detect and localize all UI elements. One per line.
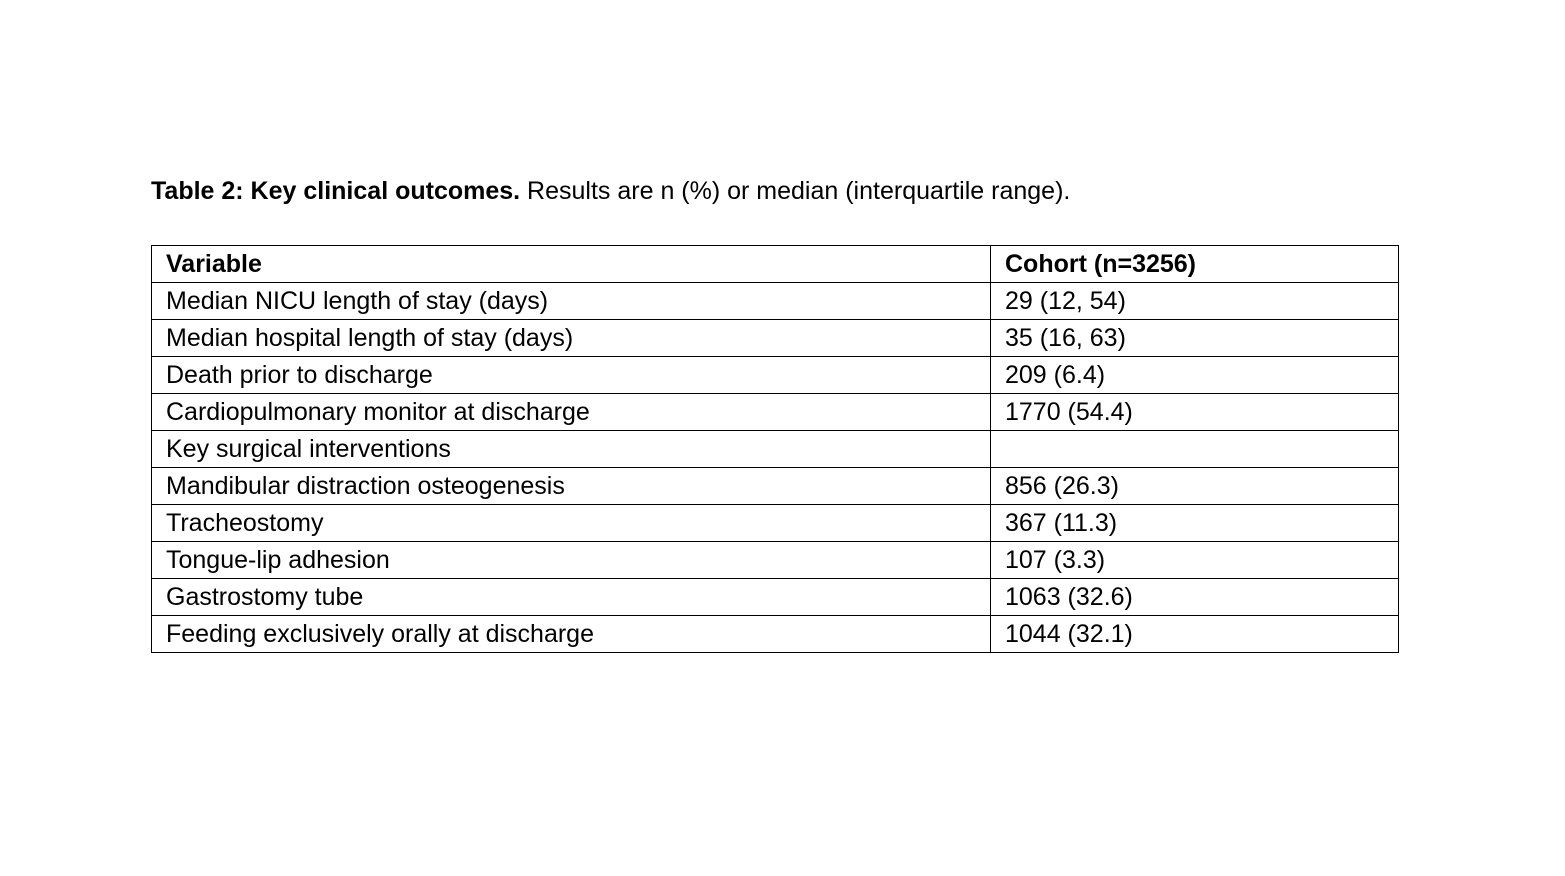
row-value: 107 (3.3) <box>991 542 1399 579</box>
table-caption <box>151 175 1070 207</box>
row-variable: Gastrostomy tube <box>152 579 991 616</box>
row-value: 1044 (32.1) <box>991 616 1399 653</box>
row-variable: Mandibular distraction osteogenesis <box>152 468 991 505</box>
table-row <box>152 616 1399 653</box>
row-variable: Cardiopulmonary monitor at discharge <box>152 394 991 431</box>
outcomes-table <box>151 245 1399 653</box>
table-row <box>152 320 1399 357</box>
row-variable: Feeding exclusively orally at discharge <box>152 616 991 653</box>
row-value <box>991 431 1399 468</box>
table-row <box>152 431 1399 468</box>
table-row <box>152 505 1399 542</box>
row-value: 856 (26.3) <box>991 468 1399 505</box>
row-variable: Median hospital length of stay (days) <box>152 320 991 357</box>
row-variable: Tracheostomy <box>152 505 991 542</box>
row-value: 29 (12, 54) <box>991 283 1399 320</box>
row-variable: Key surgical interventions <box>152 431 991 468</box>
column-header-cohort: Cohort (n=3256) <box>991 246 1399 283</box>
row-value: 35 (16, 63) <box>991 320 1399 357</box>
row-value: 209 (6.4) <box>991 357 1399 394</box>
table-caption-label: Table 2: Key clinical outcomes. <box>151 177 521 205</box>
row-value: 367 (11.3) <box>991 505 1399 542</box>
row-value: 1770 (54.4) <box>991 394 1399 431</box>
table-row <box>152 579 1399 616</box>
row-variable: Tongue-lip adhesion <box>152 542 991 579</box>
table-body <box>152 283 1399 653</box>
table-header-row <box>152 246 1399 283</box>
row-value: 1063 (32.6) <box>991 579 1399 616</box>
table-row <box>152 394 1399 431</box>
table-row <box>152 357 1399 394</box>
table-caption-text: Results are n (%) or median (interquartile range). <box>520 177 1071 205</box>
column-header-variable: Variable <box>152 246 991 283</box>
table-row <box>152 283 1399 320</box>
row-variable: Death prior to discharge <box>152 357 991 394</box>
table-row <box>152 468 1399 505</box>
table-row <box>152 542 1399 579</box>
row-variable: Median NICU length of stay (days) <box>152 283 991 320</box>
